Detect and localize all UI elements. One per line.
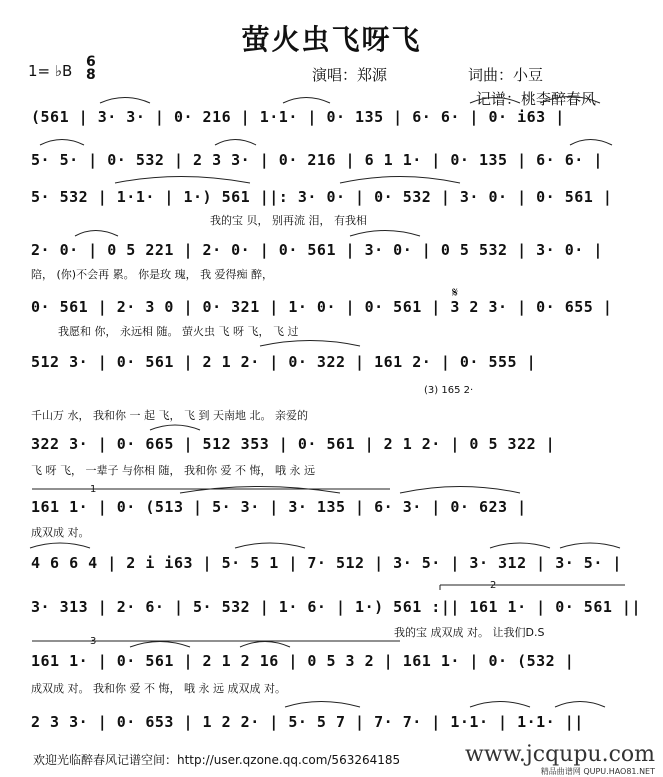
meter-top: 6 <box>86 54 96 70</box>
lyricist-credit: 词曲：小豆 <box>468 66 544 84</box>
song-title: 萤火虫飞呀飞 <box>241 23 422 56</box>
notation-row: 322 3· | 0· 665 | 512 353 | 0· 561 | 2 1 2· | 0 5 322 | <box>31 435 556 453</box>
lyrics-row: 飞 呀 飞， 一辈子 与你相 随， 我和你 爱 不 悔， 哦 永 远 <box>31 464 315 477</box>
lyrics-row: 我愿和 你， 永远相 随。 萤火虫 飞 呀 飞， 飞 过 <box>58 325 299 338</box>
singer-credit: 演唱：郑源 <box>312 66 388 84</box>
notation-row: 2 3 3· | 0· 653 | 1 2 2· | 5· 5 7 | 7· 7· | 1·1· | 1·1· || <box>31 713 584 731</box>
notation-row: 0· 561 | 2· 3 0 | 0· 321 | 1· 0· | 0· 561 | 3 2 3· | 0· 655 | <box>31 298 613 316</box>
notation-row: 161 1· | 0· (513 | 5· 3· | 3· 135 | 6· 3· | 0· 623 | <box>31 498 527 516</box>
segno-mark: 𝄋 <box>452 285 459 301</box>
notation-row: 512 3· | 0· 561 | 2 1 2· | 0· 322 | 161 2· | 0· 555 | <box>31 353 537 371</box>
lyrics-row: 千山万 水， 我和你 一 起 飞， 飞 到 天南地 北。 亲爱的 <box>31 409 308 422</box>
site-watermark: www.jcqupu.com <box>465 742 655 767</box>
lyrics-row: 成双成 对。 <box>31 526 90 539</box>
notation-row: 2· 0· | 0 5 221 | 2· 0· | 0· 561 | 3· 0· | 0 5 532 | 3· 0· | <box>31 241 603 259</box>
footer-credit: 欢迎光临醉春风记谱空间：http://user.qzone.qq.com/563264185 <box>33 753 401 767</box>
ending-three-passage: (3) 165 2· <box>424 385 474 396</box>
ending-two-label: 2 <box>490 580 497 591</box>
key-signature: 1= ♭B <box>28 62 73 80</box>
lyrics-row: 我的宝 贝， 别再流 泪， 有我相 <box>210 214 367 227</box>
notation-row: 5· 532 | 1·1· | 1·) 561 ||: 3· 0· | 0· 532 | 3· 0· | 0· 561 | <box>31 188 613 206</box>
notation-row: 5· 5· | 0· 532 | 2 3 3· | 0· 216 | 6 1 1· | 0· 135 | 6· 6· | <box>31 151 603 169</box>
notation-row: 3· 313 | 2· 6· | 5· 532 | 1· 6· | 1·) 561 :|| 161 1· | 0· 561 || <box>31 598 641 616</box>
lyrics-row: 成双成 对。 我和你 爱 不 悔， 哦 永 远 成双成 对。 <box>31 682 286 695</box>
notation-row: (561 | 3· 3· | 0· 216 | 1·1· | 0· 135 | 6· 6· | 0· i63 | <box>31 108 565 126</box>
meter-bottom: 8 <box>86 67 96 83</box>
site-watermark-sub: 精品曲谱网 QUPU.HAO81.NET <box>540 767 655 776</box>
notation-row: 4 6 6 4 | 2 i i63 | 5· 5 1 | 7· 512 | 3· 5· | 3· 312 | 3· 5· | <box>31 554 622 572</box>
lyrics-row: 我的宝 成双成 对。 让我们D.S <box>394 626 545 639</box>
volta-bracket-two <box>440 585 625 590</box>
ending-one-label: 1 <box>90 484 97 495</box>
notation-row: 161 1· | 0· 561 | 2 1 2 16 | 0 5 3 2 | 161 1· | 0· (532 | <box>31 652 575 670</box>
ending-three-label: 3 <box>90 636 97 647</box>
lyrics-row: 陪， (你)不会再 累。 你是玫 瑰， 我 爱得痴 醉， <box>31 268 274 281</box>
arranger-credit: 记谱：桃李醉春风 <box>476 90 597 108</box>
